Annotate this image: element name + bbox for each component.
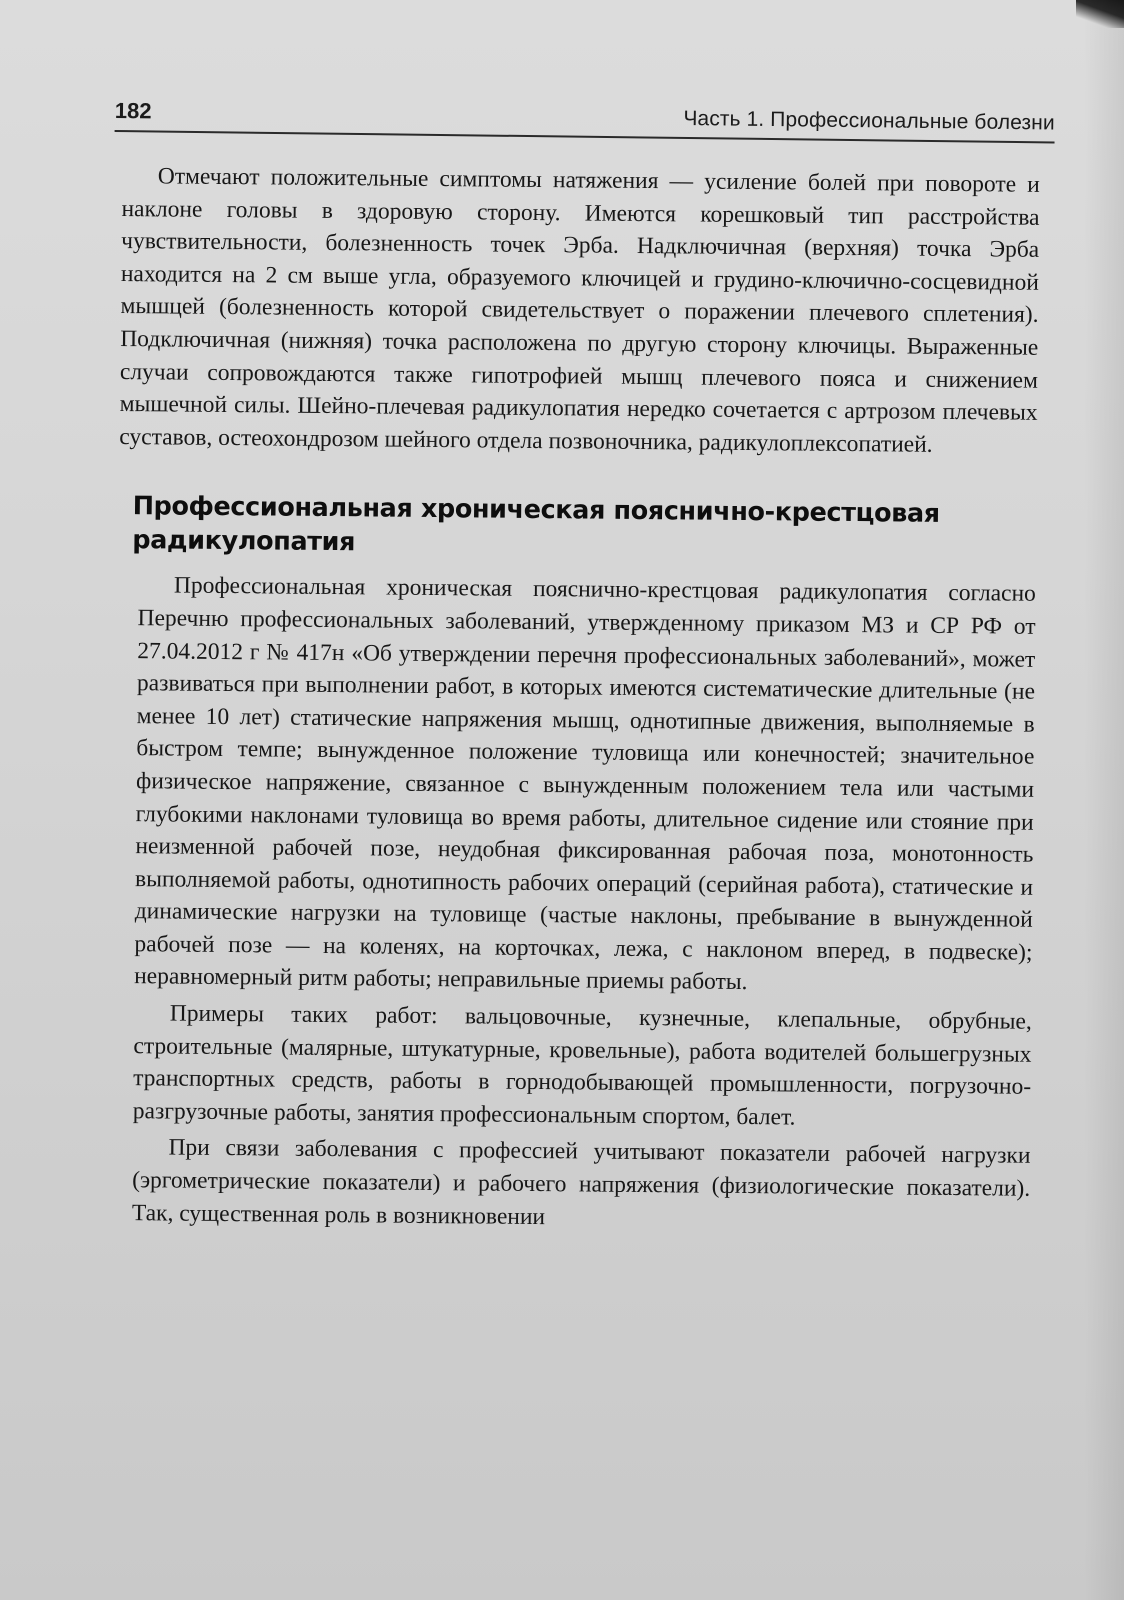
intro-paragraph: Отмечают положительные симптомы натяжения — усиление болей при повороте и наклоне головы в здоровую сторону. Имеются корешковый тип расстройства чувствительности, болезненность точек Эрба. Надключичная (верхняя) точка Эрба находится на 2 см выше угла, образуемого ключицей и грудино-ключично-сосцевидной мышцей (болезненность которой свидетельствует о поражении плечевого сплетения). Подключичная (нижняя) точка расположена по другую сторону ключицы. Выраженные случаи сопровождаются также гипотрофией мышц плечевого пояса и снижением мышечной силы. Шейно-плечевая радикулопатия нередко сочетается с артрозом плечевых суставов, остеохондрозом шейного отдела позвоночника, радикулоплексопатией.	[119, 163, 1040, 458]
section-heading: Профессиональная хроническая пояснично-крестцовая радикулопатия	[132, 491, 940, 558]
page-content	[112, 160, 1040, 1238]
page-number: 182	[114, 98, 152, 124]
running-head: Часть 1. Профессиональные болезни	[683, 106, 1055, 135]
page-header	[115, 98, 1055, 147]
section-paragraph: При связи заболевания с профессией учитывают показатели рабочей нагрузки (эргометрические показатели) и рабочего напряжения (физиологические показатели). Так, существенная роль в возникновении	[131, 1134, 1031, 1230]
section-paragraph: Профессиональная хроническая пояснично-крестцовая радикулопатия согласно Перечню профессиональных заболеваний, утвержденному приказом МЗ и СР РФ от 27.04.2012 г № 417н «Об утверждении перечня профессиональных заболеваний», может развиваться при выполнении работ, в которых имеются систематические длительные (не менее 10 лет) статические напряжения мышц, однотипные движения, выполняемые в быстром темпе; вынужденное положение туловища или конечностей; значительное физическое напряжение, связанное с вынужденным положением тела или частыми глубокими наклонами туловища во время работы, длительное сидение или стояние при неизменной рабочей позе, неудобная фиксированная рабочая поза, монотонность выполняемой работы, однотипность рабочих операций (серийная работа), статические и динамические нагрузки на туловище (частые наклоны, пребывание в вынужденной рабочей позе — на коленях, на корточках, лежа, с наклоном вперед, в подвеске); неравномерный ритм работы; неправильные приемы работы.	[134, 572, 1036, 996]
page-corner-shadow	[1076, 0, 1124, 28]
section-paragraph: Примеры таких работ: вальцовочные, кузнечные, клепальные, обрубные, строительные (малярные, штукатурные, кровельные), работа водителей большегрузных транспортных средств, работы в горнодобывающей промышленности, погрузочно-разгрузочные работы, занятия профессиональным спортом, балет.	[132, 1000, 1032, 1131]
section-body	[132, 570, 1036, 1238]
